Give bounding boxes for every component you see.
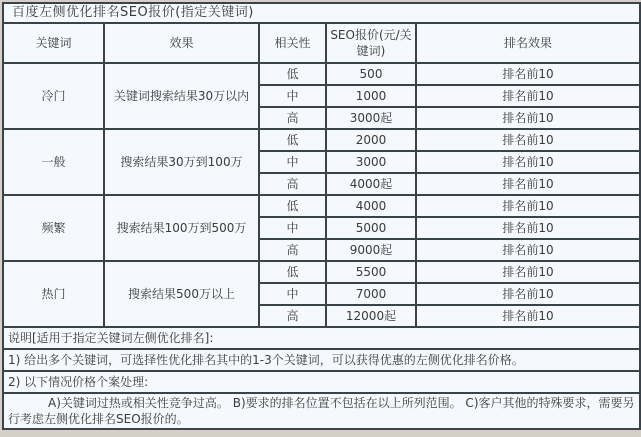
table-row (3, 261, 640, 283)
note-text: A)关键词过热或相关性竞争过高。 B)要求的排名位置不包括在以上所列范围。 C)客户其他的特殊要求，需要另行考虑左侧优化排名SEO报价的。 (3, 393, 640, 429)
price-cell: 9000起 (326, 239, 416, 261)
note-row-heading (3, 327, 640, 349)
rank-cell: 排名前10 (416, 63, 640, 85)
rank-cell: 排名前10 (416, 239, 640, 261)
relevance-cell: 中 (259, 151, 326, 173)
keyword-cell: 热门 (3, 261, 104, 327)
relevance-cell: 中 (259, 217, 326, 239)
price-cell: 12000起 (326, 305, 416, 327)
price-cell: 3000起 (326, 107, 416, 129)
col-header-price: SEO报价(元/关键词) (326, 23, 416, 63)
note-text: 2) 以下情况价格个案处理: (3, 371, 640, 393)
rank-cell: 排名前10 (416, 173, 640, 195)
price-cell: 4000起 (326, 173, 416, 195)
table-row (3, 63, 640, 85)
price-cell: 500 (326, 63, 416, 85)
table-title-row (3, 3, 640, 23)
col-header-effect: 效果 (104, 23, 259, 63)
note-text: 说明[适用于指定关键词左侧优化排名]: (3, 327, 640, 349)
col-header-keyword: 关键词 (3, 23, 104, 63)
effect-cell: 关键词搜索结果30万以内 (104, 63, 259, 129)
table-row (3, 129, 640, 151)
price-cell: 3000 (326, 151, 416, 173)
rank-cell: 排名前10 (416, 261, 640, 283)
relevance-cell: 中 (259, 85, 326, 107)
relevance-cell: 低 (259, 63, 326, 85)
relevance-cell: 低 (259, 261, 326, 283)
rank-cell: 排名前10 (416, 107, 640, 129)
rank-cell: 排名前10 (416, 85, 640, 107)
relevance-cell: 中 (259, 283, 326, 305)
price-cell: 2000 (326, 129, 416, 151)
col-header-relevance: 相关性 (259, 23, 326, 63)
relevance-cell: 高 (259, 107, 326, 129)
price-cell: 7000 (326, 283, 416, 305)
effect-cell: 搜索结果100万到500万 (104, 195, 259, 261)
note-row-2 (3, 371, 640, 393)
note-row-3 (3, 393, 640, 429)
price-cell: 5000 (326, 217, 416, 239)
keyword-cell: 一般 (3, 129, 104, 195)
table-title: 百度左侧优化排名SEO报价(指定关键词) (3, 3, 640, 23)
rank-cell: 排名前10 (416, 305, 640, 327)
note-text: 1) 给出多个关键词，可选择性优化排名其中的1-3个关键词，可以获得优惠的左侧优化排名价格。 (3, 349, 640, 371)
price-cell: 4000 (326, 195, 416, 217)
price-cell: 5500 (326, 261, 416, 283)
table-row (3, 195, 640, 217)
effect-cell: 搜索结果500万以上 (104, 261, 259, 327)
price-cell: 1000 (326, 85, 416, 107)
relevance-cell: 高 (259, 305, 326, 327)
relevance-cell: 低 (259, 195, 326, 217)
rank-cell: 排名前10 (416, 151, 640, 173)
rank-cell: 排名前10 (416, 195, 640, 217)
relevance-cell: 高 (259, 239, 326, 261)
relevance-cell: 低 (259, 129, 326, 151)
keyword-cell: 频繁 (3, 195, 104, 261)
rank-cell: 排名前10 (416, 283, 640, 305)
keyword-cell: 冷门 (3, 63, 104, 129)
seo-price-table (2, 2, 641, 430)
rank-cell: 排名前10 (416, 129, 640, 151)
table-header-row (3, 23, 640, 63)
col-header-rank: 排名效果 (416, 23, 640, 63)
rank-cell: 排名前10 (416, 217, 640, 239)
note-row-1 (3, 349, 640, 371)
effect-cell: 搜索结果30万到100万 (104, 129, 259, 195)
relevance-cell: 高 (259, 173, 326, 195)
